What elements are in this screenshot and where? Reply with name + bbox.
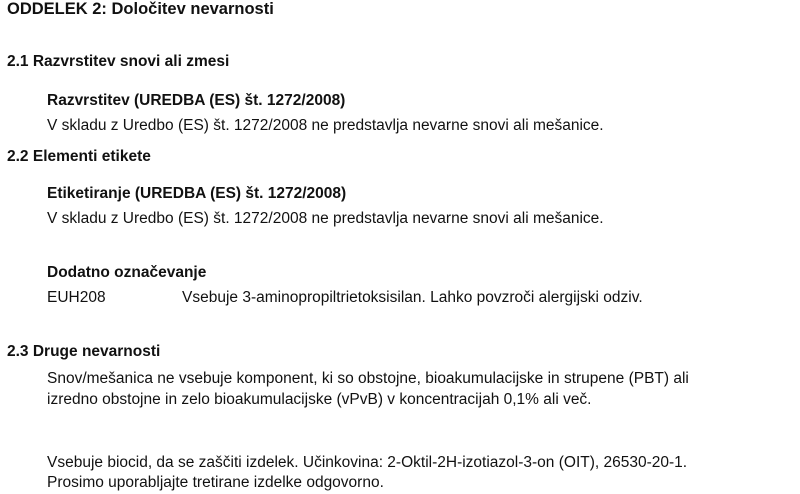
labelling-text: V skladu z Uredbo (ES) št. 1272/2008 ne predstavlja nevarne snovi ali mešanice.: [47, 210, 604, 227]
euh-statement: Vsebuje 3-aminopropiltrietoksisilan. Lahko povzroči alergijski odziv.: [182, 289, 643, 306]
section-title: ODDELEK 2: Določitev nevarnosti: [7, 0, 274, 18]
heading-2-2: 2.2 Elementi etikete: [7, 148, 151, 165]
heading-2-1: 2.1 Razvrstitev snovi ali zmesi: [7, 53, 230, 70]
subheading-classification: Razvrstitev (UREDBA (ES) št. 1272/2008): [47, 92, 346, 109]
euh-code: EUH208: [47, 289, 106, 306]
biocide-text-line-2: Prosimo uporabljajte tretirane izdelke odgovorno.: [47, 474, 384, 491]
biocide-text-line-1: Vsebuje biocid, da se zaščiti izdelek. Učinkovina: 2-Oktil-2H-izotiazol-3-on (OIT), 26530-20-1.: [47, 454, 688, 471]
other-hazards-text-line-2: izredno obstojne in zelo bioakumulacijske (vPvB) v koncentracijah 0,1% ali več.: [47, 391, 592, 408]
other-hazards-text-line-1: Snov/mešanica ne vsebuje komponent, ki so obstojne, bioakumulacijske in strupene (PBT) ali: [47, 370, 689, 387]
classification-text: V skladu z Uredbo (ES) št. 1272/2008 ne predstavlja nevarne snovi ali mešanice.: [47, 117, 604, 134]
heading-2-3: 2.3 Druge nevarnosti: [7, 343, 161, 360]
subheading-labelling: Etiketiranje (UREDBA (ES) št. 1272/2008): [47, 185, 347, 202]
subheading-additional-labelling: Dodatno označevanje: [47, 264, 207, 281]
